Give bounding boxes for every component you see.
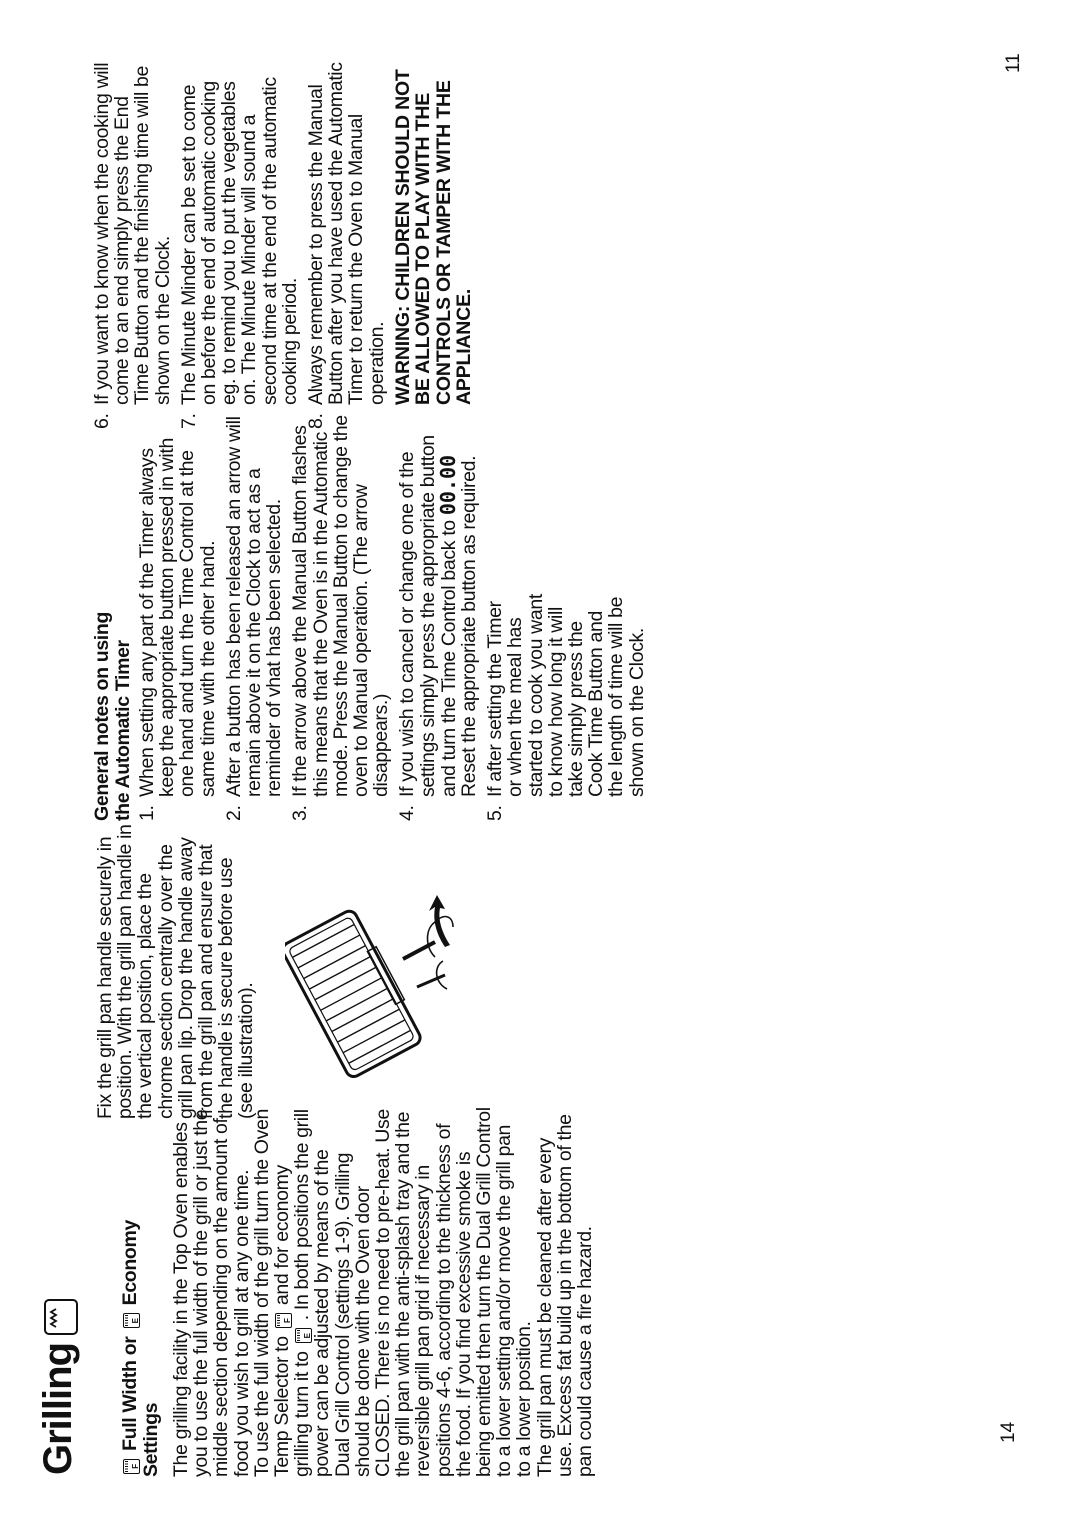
grilling-cleaning-paragraph: The grill pan must be cleaned after every use. Excess fat build up in the bottom of the pan could cause a fire hazard. bbox=[533, 1114, 597, 1477]
settings-text-a: To use the full width of the grill turn the Oven Temp Selector to bbox=[250, 1109, 294, 1477]
grilling-column bbox=[120, 1107, 595, 1477]
note-number: 1. bbox=[136, 805, 158, 821]
note-number: 2. bbox=[222, 805, 245, 821]
grill-symbol-icon bbox=[44, 1299, 78, 1335]
note-item-4 bbox=[397, 409, 479, 821]
title-text: Grilling bbox=[36, 1343, 80, 1475]
subheading-text-1: Full Width or bbox=[119, 1336, 141, 1451]
page-number-right: 11 bbox=[1003, 53, 1024, 73]
grilling-subheading bbox=[120, 1107, 161, 1477]
page-number-left: 14 bbox=[998, 1421, 1019, 1443]
grill-pan-column bbox=[95, 819, 257, 1119]
hands-fitting-grill-pan-handle-illustration bbox=[285, 877, 455, 1107]
note-text: The Minute Minder can be set to come on before the end of automatic cooking eg. to remind you to put the vegetables on. The Minute Minder will sound a second time at the end of the automatic cooking period. bbox=[177, 77, 301, 405]
note-item-7 bbox=[179, 59, 300, 429]
note-number: 4. bbox=[396, 805, 419, 821]
full-width-grill-icon: F bbox=[275, 1313, 292, 1328]
full-width-grill-icon: F bbox=[123, 1459, 140, 1474]
clock-display-zero-icon: 00.00 bbox=[435, 454, 460, 516]
economy-grill-icon: E bbox=[123, 1313, 140, 1328]
note-text: If the arrow above the Manual Button flashes this means that the Oven is in the Automatic mode. Press the Manual Button to change the oven to Manual operation. (The arrow disappears.) bbox=[289, 415, 393, 797]
settings-text-b: and for economy grilling turn it to bbox=[271, 1165, 314, 1477]
note-text: After a button has been released an arrow will remain above it on the Clock to act as a reminder of vhat has been selected. bbox=[222, 416, 286, 797]
note-item-5 bbox=[485, 587, 647, 821]
note-text: If after setting the Timer or when the meal has started to cook you want to know how long it will take simply press the Cook Time Button and the length of time will be shown on the Clock. bbox=[484, 594, 648, 797]
grilling-settings-paragraph bbox=[252, 1107, 535, 1477]
note-item-1 bbox=[137, 409, 218, 821]
note-text: When setting any part of the Timer always keep the appropriate button pressed in with one hand and turn the Time Control at the same time with the other hand. bbox=[136, 438, 219, 797]
note-text: If you wish to cancel or change one of the settings simply press the appropriate button and turn the Time Control back to bbox=[396, 435, 460, 797]
page-title bbox=[36, 1299, 81, 1475]
economy-grill-icon: E bbox=[295, 1328, 312, 1343]
note-number: 6. bbox=[91, 413, 113, 429]
timer-notes-column bbox=[92, 409, 653, 821]
timer-notes-list-continued bbox=[92, 59, 387, 429]
child-safety-warning: WARNING: CHILDREN SHOULD NOT BE ALLOWED TO PLAY WITH THE CONTROLS OR TAMPER WITH THE APPLIANCE. bbox=[391, 69, 476, 405]
subheading-text-2: Economy bbox=[119, 1220, 141, 1306]
note-item-6 bbox=[92, 59, 173, 429]
grill-pan-instructions: Fix the grill pan handle securely in position. With the grill pan handle in the vertical position, place the chrome section centrally over the grill pan lip. Drop the handle away from the grill pan and ensure that the handle is secure before use (see illustration). bbox=[94, 824, 258, 1119]
timer-notes-heading: General notes on using the Automatic Timer bbox=[91, 612, 134, 821]
note-number: 5. bbox=[484, 805, 507, 821]
settings-text-c: . In both positions the grill power can be adjusted by means of the Dual Grill Control (settings 1-9). Grilling should be done with the Oven door CLOSED. There is no need to pre-heat. Use the grill pan with the anti-splash tray and the reversible grill pan grid if necessary in positions 4-6, according to the thickness of the food. If you find excessive smoke is being emitted then turn the Dual Grill Control to a lower setting and/or move the grill pan to a lower position. bbox=[291, 1107, 536, 1477]
subheading-text-3: Settings bbox=[139, 1402, 162, 1477]
note-text: If you want to know when the cooking will come to an end simply press the End Time Button and the finishing time will be shown on the Clock. bbox=[91, 62, 174, 405]
note-item-8 bbox=[306, 59, 387, 429]
timer-notes-continued-column bbox=[92, 59, 475, 429]
note-number: 3. bbox=[289, 805, 312, 821]
note-number: 7. bbox=[177, 413, 200, 429]
note-item-2 bbox=[224, 409, 285, 821]
note-number: 8. bbox=[305, 413, 328, 429]
grilling-intro-paragraph: The grilling facility in the Top Oven enables you to use the full width of the grill or just the middle section depending on the amount of food you wish to grill at any one time. bbox=[170, 1109, 253, 1477]
note-text: Always remember to press the Manual Button after you have used the Automatic Timer to return the Oven to Manual operation. bbox=[305, 62, 388, 405]
note-item-3 bbox=[290, 409, 391, 821]
timer-notes-list bbox=[137, 409, 647, 821]
note-text: Reset the appropriate button as required. bbox=[458, 455, 481, 797]
